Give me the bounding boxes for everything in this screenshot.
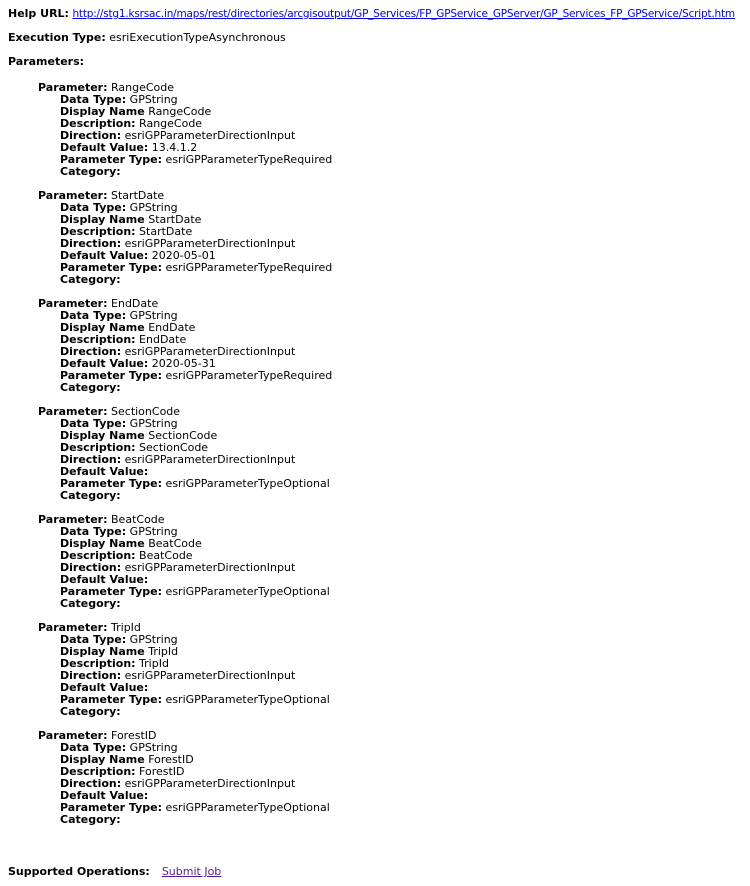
description-value: StartDate — [139, 225, 193, 238]
parameter-type-line — [60, 370, 742, 382]
category-label: Category: — [60, 489, 121, 502]
direction-value: esriGPParameterDirectionInput — [124, 453, 296, 466]
parameters-heading: Parameters: — [8, 55, 85, 68]
direction-label: Direction: — [60, 237, 122, 250]
display-name-value: BeatCode — [148, 537, 202, 550]
parameter-name-value: BeatCode — [111, 513, 165, 526]
description-label: Description: — [60, 117, 136, 130]
parameter-type-line — [60, 586, 742, 598]
default-value-label: Default Value: — [60, 789, 149, 802]
direction-line — [60, 454, 742, 466]
parameter-type-value: esriGPParameterTypeOptional — [165, 801, 330, 814]
parameter-type-line — [60, 802, 742, 814]
parameter-type-line — [60, 154, 742, 166]
category-label: Category: — [60, 705, 121, 718]
display-name-value: SectionCode — [148, 429, 218, 442]
display-name-value: StartDate — [148, 213, 202, 226]
display-name-value: RangeCode — [148, 105, 212, 118]
parameter-type-label: Parameter Type: — [60, 153, 163, 166]
display-name-label: Display Name — [60, 213, 145, 226]
direction-label: Direction: — [60, 453, 122, 466]
default-value-label: Default Value: — [60, 357, 149, 370]
description-value: RangeCode — [139, 117, 203, 130]
direction-value: esriGPParameterDirectionInput — [124, 777, 296, 790]
parameter-type-label: Parameter Type: — [60, 369, 163, 382]
direction-line — [60, 670, 742, 682]
data-type-label: Data Type: — [60, 201, 127, 214]
execution-type-value: esriExecutionTypeAsynchronous — [109, 31, 286, 44]
parameter-name-value: RangeCode — [111, 81, 175, 94]
description-label: Description: — [60, 549, 136, 562]
parameter-type-value: esriGPParameterTypeOptional — [165, 585, 330, 598]
default-value-label: Default Value: — [60, 681, 149, 694]
parameter-block — [38, 730, 742, 826]
parameter-label: Parameter: — [38, 621, 108, 634]
parameter-block — [38, 514, 742, 610]
description-label: Description: — [60, 657, 136, 670]
data-type-label: Data Type: — [60, 525, 127, 538]
parameter-block — [38, 190, 742, 286]
help-url-label: Help URL: — [8, 7, 69, 20]
parameter-block — [38, 622, 742, 718]
direction-label: Direction: — [60, 669, 122, 682]
direction-line — [60, 778, 742, 790]
category-line — [60, 814, 742, 826]
description-label: Description: — [60, 333, 136, 346]
parameter-label: Parameter: — [38, 729, 108, 742]
direction-value: esriGPParameterDirectionInput — [124, 345, 296, 358]
parameter-label: Parameter: — [38, 81, 108, 94]
parameter-details — [38, 742, 742, 826]
parameter-name-value: SectionCode — [111, 405, 181, 418]
data-type-value: GPString — [129, 633, 178, 646]
parameter-details — [38, 418, 742, 502]
parameter-type-value: esriGPParameterTypeOptional — [165, 693, 330, 706]
description-value: ForestID — [139, 765, 185, 778]
default-value-label: Default Value: — [60, 465, 149, 478]
parameter-label: Parameter: — [38, 513, 108, 526]
supported-operations-line — [8, 866, 742, 878]
parameter-name-value: StartDate — [111, 189, 165, 202]
parameter-name-value: ForestID — [111, 729, 157, 742]
default-value-value: 2020-05-31 — [151, 357, 216, 370]
parameter-label: Parameter: — [38, 297, 108, 310]
description-value: BeatCode — [139, 549, 193, 562]
default-value-label: Default Value: — [60, 249, 149, 262]
description-value: EndDate — [139, 333, 187, 346]
parameter-label: Parameter: — [38, 405, 108, 418]
data-type-label: Data Type: — [60, 417, 127, 430]
category-label: Category: — [60, 165, 121, 178]
direction-line — [60, 562, 742, 574]
parameter-details — [38, 634, 742, 718]
default-value-label: Default Value: — [60, 141, 149, 154]
parameter-details — [38, 94, 742, 178]
data-type-value: GPString — [129, 201, 178, 214]
data-type-value: GPString — [129, 741, 178, 754]
parameter-details — [38, 310, 742, 394]
data-type-value: GPString — [129, 417, 178, 430]
parameter-type-line — [60, 694, 742, 706]
display-name-label: Display Name — [60, 429, 145, 442]
category-line — [60, 382, 742, 394]
data-type-label: Data Type: — [60, 309, 127, 322]
parameter-label: Parameter: — [38, 189, 108, 202]
parameter-type-value: esriGPParameterTypeRequired — [165, 369, 333, 382]
display-name-value: EndDate — [148, 321, 196, 334]
parameter-type-label: Parameter Type: — [60, 477, 163, 490]
data-type-label: Data Type: — [60, 741, 127, 754]
parameter-block — [38, 406, 742, 502]
display-name-label: Display Name — [60, 105, 145, 118]
data-type-value: GPString — [129, 525, 178, 538]
description-label: Description: — [60, 225, 136, 238]
execution-type-label: Execution Type: — [8, 31, 106, 44]
default-value-value: 13.4.1.2 — [151, 141, 198, 154]
data-type-label: Data Type: — [60, 633, 127, 646]
category-label: Category: — [60, 813, 121, 826]
direction-label: Direction: — [60, 345, 122, 358]
display-name-label: Display Name — [60, 645, 145, 658]
execution-type-line — [8, 32, 742, 44]
category-line — [60, 166, 742, 178]
category-label: Category: — [60, 597, 121, 610]
parameter-type-line — [60, 262, 742, 274]
display-name-label: Display Name — [60, 753, 145, 766]
submit-job-link[interactable]: Submit Job — [161, 865, 222, 878]
parameter-type-value: esriGPParameterTypeOptional — [165, 477, 330, 490]
display-name-label: Display Name — [60, 321, 145, 334]
direction-value: esriGPParameterDirectionInput — [124, 129, 296, 142]
direction-label: Direction: — [60, 561, 122, 574]
category-line — [60, 598, 742, 610]
data-type-value: GPString — [129, 309, 178, 322]
description-value: SectionCode — [139, 441, 209, 454]
display-name-value: TripId — [148, 645, 179, 658]
direction-value: esriGPParameterDirectionInput — [124, 561, 296, 574]
help-url-line — [8, 8, 742, 20]
parameter-type-line — [60, 478, 742, 490]
parameter-name-value: TripId — [111, 621, 141, 634]
parameter-type-label: Parameter Type: — [60, 585, 163, 598]
description-value: TripId — [139, 657, 169, 670]
default-value-label: Default Value: — [60, 573, 149, 586]
data-type-value: GPString — [129, 93, 178, 106]
default-value-value: 2020-05-01 — [151, 249, 216, 262]
parameter-type-label: Parameter Type: — [60, 261, 163, 274]
category-line — [60, 706, 742, 718]
display-name-value: ForestID — [148, 753, 194, 766]
parameters-list — [8, 82, 742, 826]
parameter-type-label: Parameter Type: — [60, 693, 163, 706]
direction-label: Direction: — [60, 777, 122, 790]
category-line — [60, 274, 742, 286]
description-label: Description: — [60, 441, 136, 454]
category-line — [60, 490, 742, 502]
description-label: Description: — [60, 765, 136, 778]
parameter-block — [38, 82, 742, 178]
parameter-block — [38, 298, 742, 394]
parameter-name-value: EndDate — [111, 297, 159, 310]
category-label: Category: — [60, 273, 121, 286]
display-name-label: Display Name — [60, 537, 145, 550]
supported-operations-label: Supported Operations: — [8, 865, 150, 878]
parameter-details — [38, 526, 742, 610]
parameter-type-value: esriGPParameterTypeRequired — [165, 153, 333, 166]
help-url-link[interactable]: http://stg1.ksrsac.in/maps/rest/directories/arcgisoutput/GP_Services/FP_GPService_GPServer/GP_Services_FP_GPService/Script.htm — [72, 8, 735, 20]
direction-value: esriGPParameterDirectionInput — [124, 237, 296, 250]
category-label: Category: — [60, 381, 121, 394]
direction-label: Direction: — [60, 129, 122, 142]
parameter-type-label: Parameter Type: — [60, 801, 163, 814]
parameter-type-value: esriGPParameterTypeRequired — [165, 261, 333, 274]
direction-value: esriGPParameterDirectionInput — [124, 669, 296, 682]
data-type-label: Data Type: — [60, 93, 127, 106]
parameter-details — [38, 202, 742, 286]
